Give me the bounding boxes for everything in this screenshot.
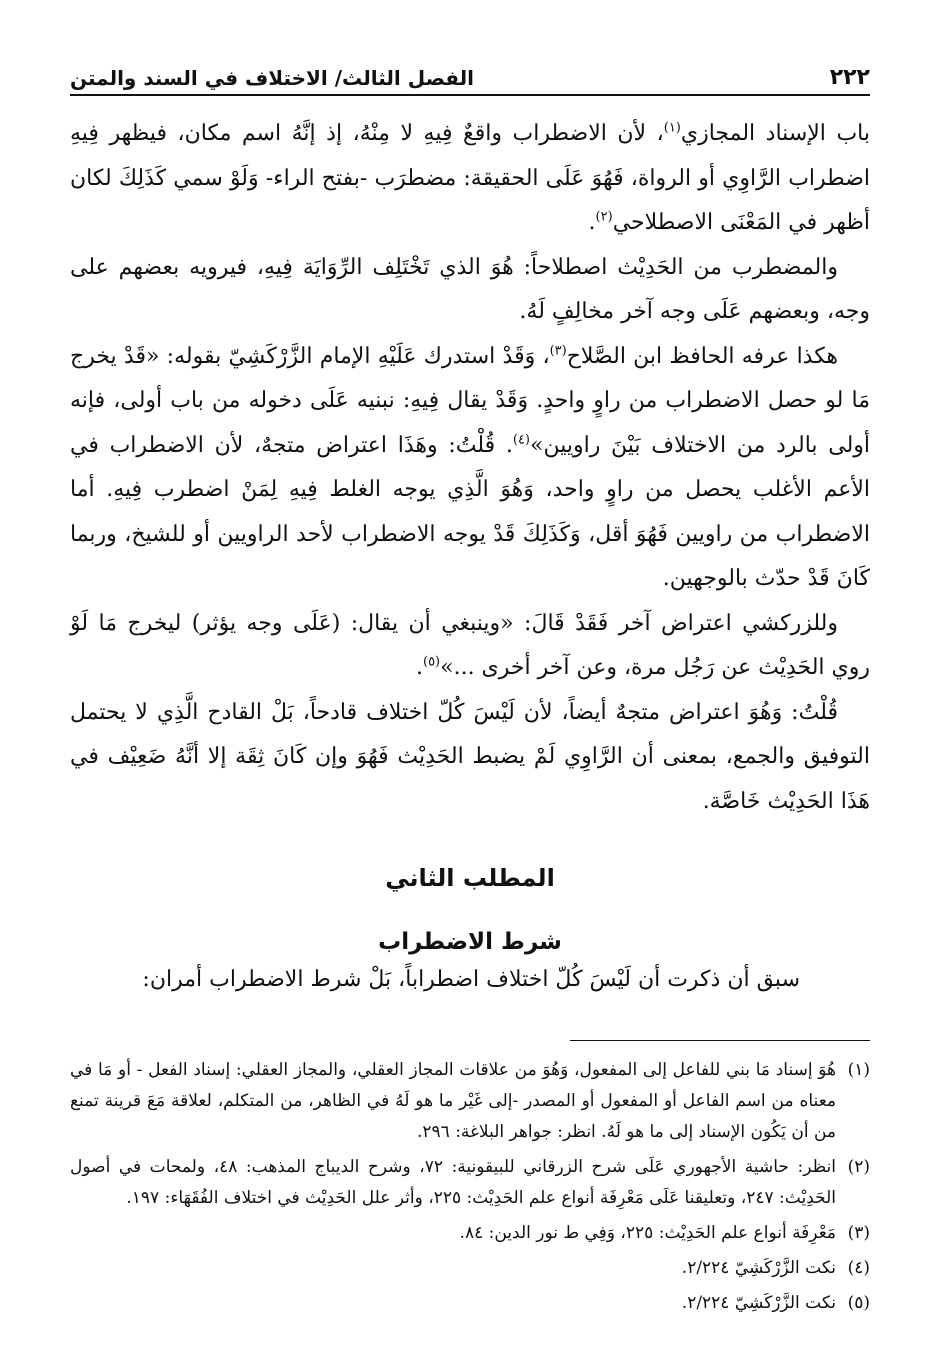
paragraph-text: والمضطرب من الحَدِيْث اصطلاحاً: هُوَ الذي تَخْتَلِف الرِّوَايَة فِيهِ، فيرويه بعضهم على وجه، وبعضهم عَلَى وجه آخر مخالِفٍ لَهُ. <box>70 254 870 324</box>
document-page <box>70 56 870 1346</box>
page-number: ٢٢٢ <box>829 65 870 90</box>
footnote-number: (٥) <box>847 1293 870 1313</box>
main-text <box>70 112 870 824</box>
footnote-text: نكت الزَّرْكَشِيّ ٢/٢٢٤. <box>681 1258 836 1278</box>
footnote-number: (١) <box>847 1060 870 1080</box>
paragraph-text: . <box>588 210 596 235</box>
paragraph-text: باب الإسناد المجازي <box>680 121 870 146</box>
page-header <box>70 56 870 96</box>
paragraph <box>70 112 870 246</box>
paragraph <box>70 602 870 691</box>
footnote-item <box>70 1218 870 1249</box>
paragraph <box>70 335 870 602</box>
footnote-item <box>70 1288 870 1319</box>
footnote-item <box>70 1055 870 1148</box>
footnote-number: (٢) <box>847 1157 870 1177</box>
footnotes <box>70 1055 870 1319</box>
footnote-item <box>70 1253 870 1284</box>
paragraph <box>70 691 870 825</box>
paragraph-text: قُلْتُ: وَهُوَ اعتراض متجهٌ أيضاً، لأن لَيْسَ كُلّ اختلاف قادحاً، بَلْ القادح الَّذِي لا يحتمل التوفيق والجمع، بمعنى أن الرَّاوِي لَمْ يضبط الحَدِيْث فَهُوَ وإن كَانَ ثِقَة إلا أنَّهُ ضَعِيْف في هَذَا الحَدِيْث خَاصَّة. <box>70 699 870 814</box>
footnote-ref[interactable]: (٢) <box>595 209 613 225</box>
paragraph <box>70 246 870 335</box>
running-title: الفصل الثالث/ الاختلاف في السند والمتن <box>70 66 475 90</box>
section-heading: المطلب الثاني <box>385 864 555 892</box>
intro-line: سبق أن ذكرت أن لَيْسَ كُلّ اختلاف اضطراباً، بَلْ شرط الاضطراب أمران: <box>142 967 800 992</box>
footnote-divider <box>570 1040 870 1041</box>
footnote-text: مَعْرِفَة أنواع علم الحَدِيْث: ٢٢٥، وَفِي ط نور الدين: ٨٤. <box>459 1223 836 1243</box>
paragraph-text: هكذا عرفه الحافظ ابن الصَّلاح <box>566 343 838 369</box>
footnote-ref[interactable]: (٥) <box>422 654 441 670</box>
footnote-text: انظر: حاشية الأجهوري عَلَى شرح الزرقاني للبيقونية: ٧٢، وشرح الديباج المذهب: ٤٨، ولمحات في أصول الحَدِيْث: ٢٤٧، وتعليقنا عَلَى مَعْرِفَة أنواع علم الحَدِيْث: ٢٢٥، وأثر علل الحَدِيْث في اختلاف الفُقَهَاء: ١٩٧. <box>70 1157 836 1208</box>
footnote-ref[interactable]: (٤) <box>512 432 530 448</box>
paragraph-text: ، وَقَدْ استدرك عَلَيْهِ الإمام الزَّرْكَشِيّ بقوله: «قَدْ يخرج مَا لو حصل الاضطراب من راوٍ واحدٍ. وَقَدْ يقال فِيهِ: نبنيه عَلَى دخوله من باب أولى، فإنه أولى بالرد من الاختلاف بَيْنَ راويين» <box>70 343 871 458</box>
footnote-text: نكت الزَّرْكَشِيّ ٢/٢٢٤. <box>681 1293 836 1313</box>
paragraph-text: . قُلْتُ: وهَذَا اعتراض متجهٌ، لأن الاضطراب في الأعم الأغلب يحصل من راوٍ واحد، وَهُوَ الَّذِي يوجه الغلط فِيهِ لِمَنْ اضطرب فِيهِ. أما الاضطراب من راويين فَهُوَ أقل، وَكَذَلِكَ قَدْ يوجه الاضطراب لأحد الراويين أو للشيخ، وربما كَانَ قَدْ حدّث بالوجهين. <box>70 432 870 591</box>
footnote-number: (٤) <box>847 1258 870 1278</box>
paragraph-text: . <box>415 655 423 680</box>
paragraph-text: وللزركشي اعتراض آخر فَقَدْ قَالَ: «وينبغي أن يقال: (عَلَى وجه يؤثر) ليخرج مَا لَوْ روي الحَدِيْث عن رَجُل مرة، وعن آخر أخرى ...» <box>70 610 870 680</box>
subsection-heading: شرط الاضطراب <box>378 929 562 955</box>
footnote-number: (٣) <box>847 1223 870 1243</box>
footnote-text: هُوَ إسناد مَا بني للفاعل إلى المفعول، وَهُوَ من علاقات المجاز العقلي، والمجاز العقلي: إسناد الفعل - أو مَا في معناه من اسم الفاعل أو المفعول أو المصدر -إلى غَيْر ما هو لَهُ في الظاهر، من المتكلم، لعلاقة مَعَ قرينة تمنع من أن يَكُون الإسناد إلى ما هو لَهُ. انظر: جواهر البلاغة: ٢٩٦. <box>70 1060 836 1142</box>
footnote-item <box>70 1152 870 1214</box>
footnote-ref[interactable]: (١) <box>663 120 681 136</box>
paragraph-text: ، لأن الاضطراب واقعٌ فِيهِ لا مِنْهُ، إذ إنَّهُ اسم مكان، فيظهر فِيهِ اضطراب الرَّاوِي أو الرواة، فَهُوَ عَلَى الحقيقة: مضطرَب -بفتح الراء- وَلَوْ سمي كَذَلِكَ لكان أظهر في المَعْنَى الاصطلاحي <box>70 121 870 235</box>
footnote-ref[interactable]: (٣) <box>549 343 567 359</box>
